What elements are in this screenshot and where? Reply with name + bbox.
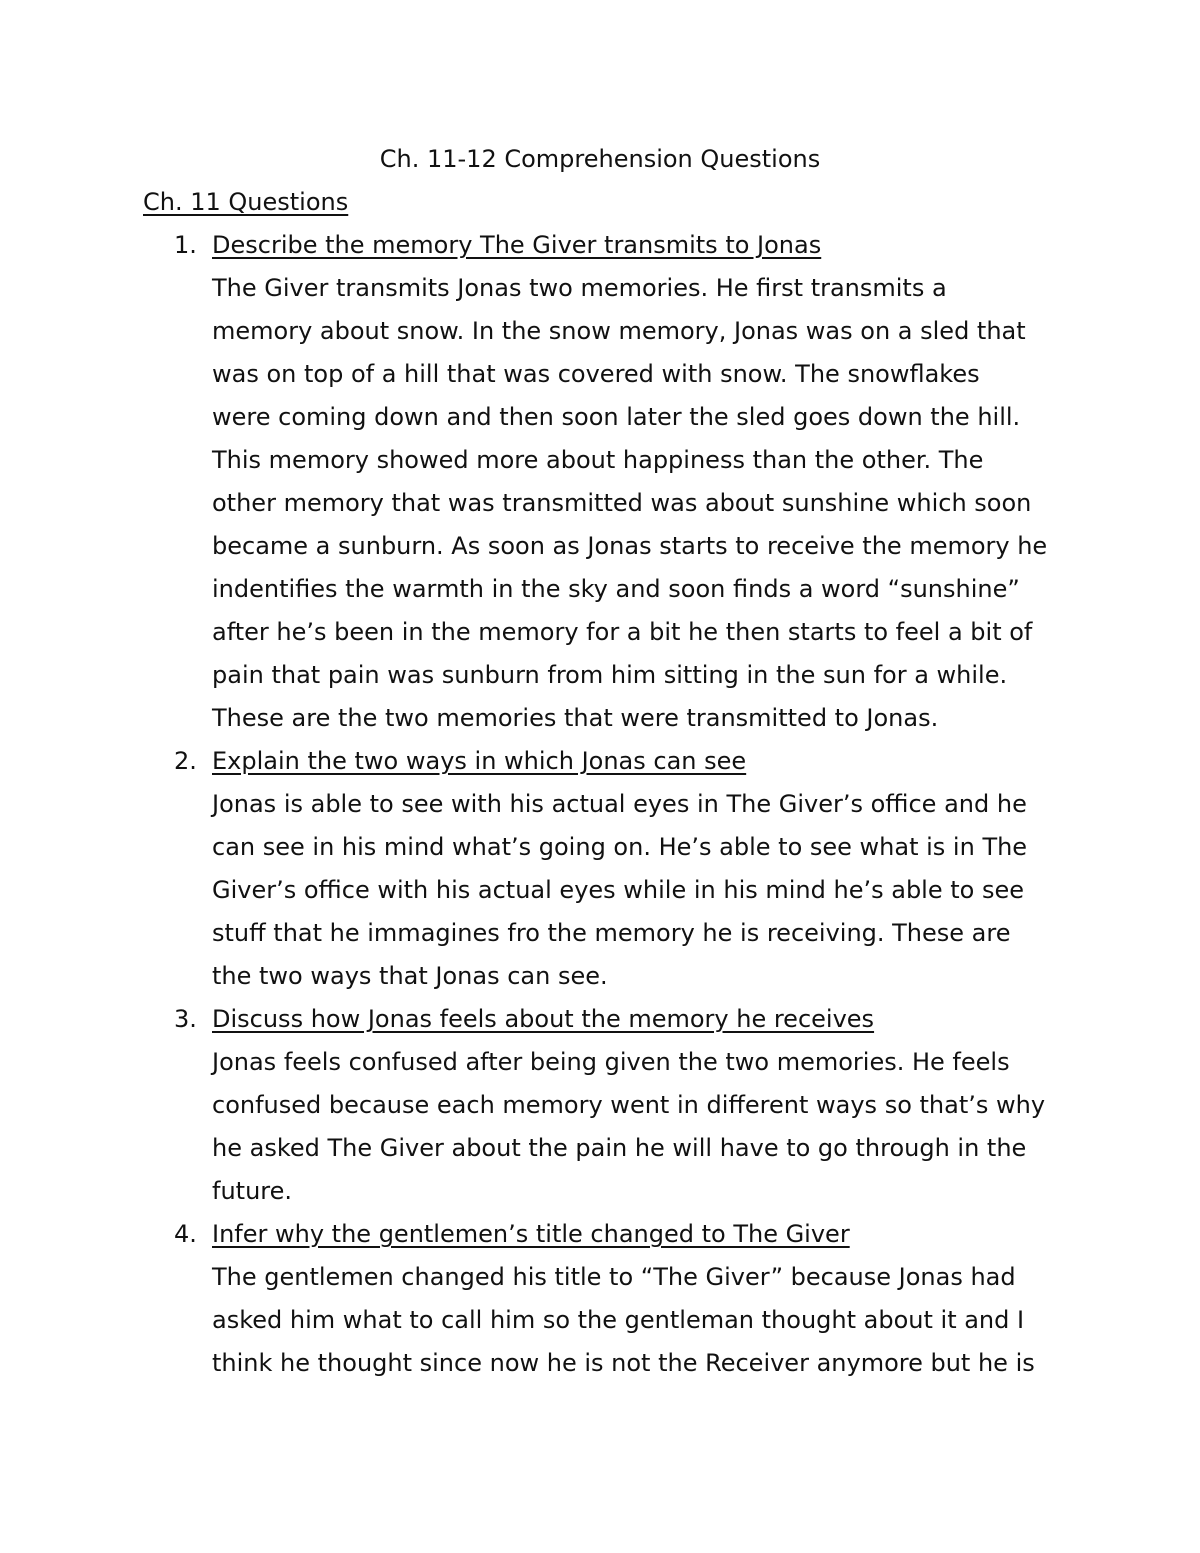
question-item	[0, 1213, 1200, 1385]
question-text: Discuss how Jonas feels about the memory he receives	[212, 1005, 875, 1033]
answer-line: confused because each memory went in different ways so that’s why	[212, 1091, 1046, 1119]
answer-line: other memory that was transmitted was about sunshine which soon	[212, 489, 1032, 517]
answer-paragraph	[212, 1256, 1072, 1385]
question-item	[0, 740, 1200, 998]
answer-line: after he’s been in the memory for a bit he then starts to feel a bit of	[212, 618, 1033, 646]
answer-line: This memory showed more about happiness than the other. The	[212, 446, 984, 474]
answer-line: the two ways that Jonas can see.	[212, 962, 608, 990]
answer-line: stuff that he immagines fro the memory he is receiving. These are	[212, 919, 1011, 947]
question-item	[0, 998, 1200, 1213]
answer-line: Giver’s office with his actual eyes while in his mind he’s able to see	[212, 876, 1025, 904]
answer-line: was on top of a hill that was covered with snow. The snowflakes	[212, 360, 980, 388]
question-item	[0, 224, 1200, 740]
answer-line: indentifies the warmth in the sky and soon finds a word “sunshine”	[212, 575, 1020, 603]
answer-line: Jonas is able to see with his actual eyes in The Giver’s office and he	[212, 790, 1027, 818]
answer-line: he asked The Giver about the pain he will have to go through in the	[212, 1134, 1027, 1162]
document-title: Ch. 11-12 Comprehension Questions	[379, 145, 821, 173]
question-text: Infer why the gentlemen’s title changed to The Giver	[212, 1220, 850, 1248]
answer-paragraph	[212, 783, 1072, 998]
question-number: 2.	[174, 747, 197, 775]
answer-line: These are the two memories that were transmitted to Jonas.	[212, 704, 939, 732]
answer-line: asked him what to call him so the gentleman thought about it and I	[212, 1306, 1025, 1334]
answer-paragraph	[212, 1041, 1072, 1213]
answer-line: memory about snow. In the snow memory, Jonas was on a sled that	[212, 317, 1026, 345]
question-text: Describe the memory The Giver transmits to Jonas	[212, 231, 822, 259]
answer-line: can see in his mind what’s going on. He’s able to see what is in The	[212, 833, 1028, 861]
section-heading: Ch. 11 Questions	[143, 188, 349, 216]
question-number: 3.	[174, 1005, 197, 1033]
answer-line: pain that pain was sunburn from him sitting in the sun for a while.	[212, 661, 1008, 689]
question-list	[0, 224, 1200, 1385]
answer-line: became a sunburn. As soon as Jonas starts to receive the memory he	[212, 532, 1048, 560]
answer-paragraph	[212, 267, 1072, 740]
answer-line: think he thought since now he is not the Receiver anymore but he is	[212, 1349, 1035, 1377]
answer-line: were coming down and then soon later the sled goes down the hill.	[212, 403, 1021, 431]
question-number: 4.	[174, 1220, 197, 1248]
answer-line: The gentlemen changed his title to “The Giver” because Jonas had	[212, 1263, 1016, 1291]
question-number: 1.	[174, 231, 197, 259]
question-text: Explain the two ways in which Jonas can see	[212, 747, 747, 775]
answer-line: future.	[212, 1177, 293, 1205]
answer-line: Jonas feels confused after being given the two memories. He feels	[212, 1048, 1010, 1076]
answer-line: The Giver transmits Jonas two memories. He first transmits a	[212, 274, 947, 302]
